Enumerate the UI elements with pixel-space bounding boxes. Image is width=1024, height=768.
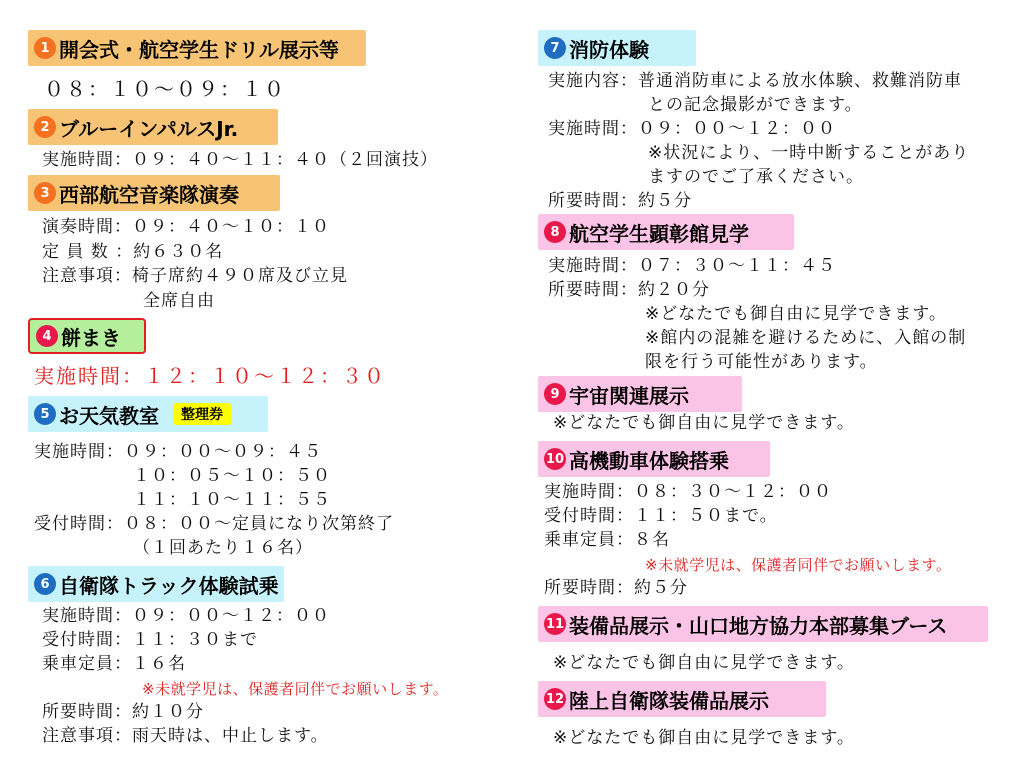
number-badge: 4 <box>36 325 58 347</box>
detail-line: 定 員 数 ：約６３０名 <box>42 242 224 262</box>
detail-line: 限を行う可能性があります。 <box>645 352 878 372</box>
detail-line: ※どなたでも御自由に見学できます。 <box>645 304 947 324</box>
section-5-header <box>28 396 268 432</box>
number-badge: 1 <box>34 37 56 59</box>
section-10-header <box>538 441 770 477</box>
number-badge: 8 <box>544 221 566 243</box>
detail-line: 受付時間：１１：５０まで。 <box>544 506 778 526</box>
detail-line: ※館内の混雑を避けるために、入館の制 <box>645 328 967 348</box>
section-1-header <box>28 30 366 66</box>
detail-line: 実施時間：０７：３０～１１：４５ <box>548 256 836 276</box>
detail-line: 演奏時間：０９：４０～１０：１０ <box>42 217 330 237</box>
detail-line: 受付時間：１１：３０まで <box>42 630 258 650</box>
detail-line: ※どなたでも御自由に見学できます。 <box>553 413 855 433</box>
caution-line: ※未就学児は、保護者同伴でお願いします。 <box>142 680 449 698</box>
section-title: 餅まき <box>61 325 121 350</box>
section-title: 消防体験 <box>569 37 649 62</box>
number-badge: 7 <box>544 37 566 59</box>
number-badge: 2 <box>34 116 56 138</box>
detail-line: 注意事項：椅子席約４９０席及び立見 <box>42 266 348 286</box>
detail-line: 実施時間：０９：００～１２：００ <box>42 606 330 626</box>
detail-line: １０：０５～１０：５０ <box>133 466 331 486</box>
number-badge: 5 <box>34 403 56 425</box>
section-title: 西部航空音楽隊演奏 <box>59 182 239 207</box>
section-7-header <box>538 30 696 66</box>
section-9-header <box>538 376 742 412</box>
detail-line: 実施時間：０９：００～０９：４５ <box>34 442 322 462</box>
number-badge: 3 <box>34 182 56 204</box>
section-title: 宇宙関連展示 <box>569 383 689 408</box>
detail-line: 受付時間：０８：００～定員になり次第終了 <box>34 514 394 534</box>
section-4-header <box>28 318 146 354</box>
section-11-header <box>538 606 988 642</box>
section-title: 開会式・航空学生ドリル展示等 <box>59 37 339 62</box>
section-3-header <box>28 175 280 211</box>
section-title: 高機動車体験搭乗 <box>569 448 729 473</box>
section-title: お天気教室 <box>59 403 159 428</box>
section-title: 陸上自衛隊装備品展示 <box>569 688 769 713</box>
detail-line: 所要時間：約２０分 <box>548 280 710 300</box>
ticket-badge: 整理券 <box>173 403 231 425</box>
detail-line: 乗車定員：８名 <box>544 530 670 550</box>
section-6-header <box>28 566 284 602</box>
detail-line: 所要時間：約１０分 <box>42 702 204 722</box>
detail-line: 全席自由 <box>143 291 215 311</box>
section-8-header <box>538 214 794 250</box>
detail-line: １１：１０～１１：５５ <box>133 490 331 510</box>
detail-line: 所要時間：約５分 <box>548 191 692 211</box>
detail-line: ※状況により、一時中断することがあり <box>648 143 970 163</box>
detail-line: 所要時間：約５分 <box>544 578 688 598</box>
time-text: ０８：１０～０９：１０ <box>44 77 286 101</box>
section-title: 装備品展示・山口地方協力本部募集ブース <box>569 613 948 638</box>
detail-line: 実施内容：普通消防車による放水体験、救難消防車 <box>548 71 962 91</box>
detail-line: （１回あたり１６名） <box>133 538 313 558</box>
detail-line: 乗車定員：１６名 <box>42 654 186 674</box>
number-badge: 11 <box>544 613 566 635</box>
number-badge: 10 <box>544 448 566 470</box>
detail-line: 注意事項：雨天時は、中止します。 <box>42 726 329 746</box>
section-title: 航空学生顕彰館見学 <box>569 221 749 246</box>
caution-line: ※未就学児は、保護者同伴でお願いします。 <box>645 556 952 574</box>
detail-line: 実施時間：０８：３０～１２：００ <box>544 482 832 502</box>
detail-line: ※どなたでも御自由に見学できます。 <box>553 653 855 673</box>
section-title: 自衛隊トラック体験試乗 <box>59 573 279 598</box>
mochi-time: 実施時間：１２：１０～１２：３０ <box>34 364 386 388</box>
detail-line: との記念撮影ができます。 <box>648 95 863 115</box>
section-2-header <box>28 109 278 145</box>
section-title: ブルーインパルスJr. <box>59 116 239 141</box>
number-badge: 12 <box>544 688 566 710</box>
number-badge: 9 <box>544 383 566 405</box>
section-12-header <box>538 681 826 717</box>
detail-line: 実施時間：０９：００～１２：００ <box>548 119 836 139</box>
detail-line: 実施時間：０９：４０～１１：４０（２回演技） <box>42 150 438 170</box>
detail-line: ますのでご了承ください。 <box>648 167 864 187</box>
detail-line: ※どなたでも御自由に見学できます。 <box>553 728 855 748</box>
number-badge: 6 <box>34 573 56 595</box>
